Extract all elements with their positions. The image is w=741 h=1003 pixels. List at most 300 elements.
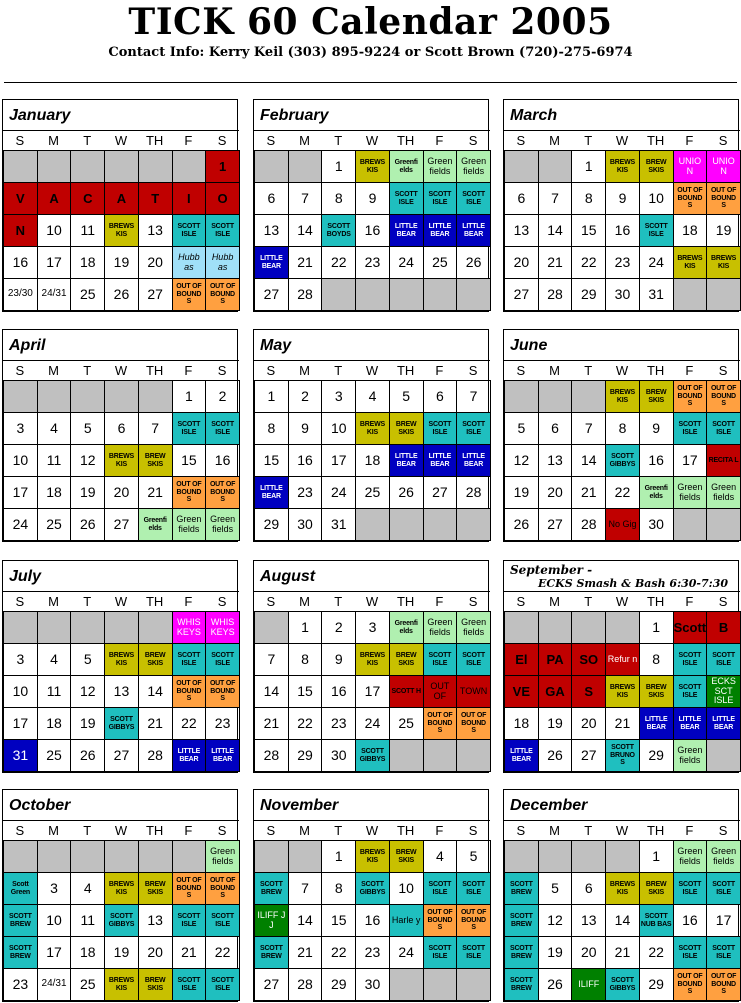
event-cell: SCOTT BREW — [254, 872, 289, 905]
weekday-label: W — [104, 130, 138, 151]
event-cell: ECKS SCT ISLE — [706, 675, 741, 708]
event-cell: LITTLE BEAR — [504, 739, 539, 772]
day-cell: 10 — [321, 412, 356, 445]
month-title — [3, 100, 237, 130]
week-row — [504, 739, 738, 771]
day-cell: 13 — [104, 675, 139, 708]
day-cell: 5 — [389, 380, 424, 413]
day-cell: 13 — [504, 214, 539, 247]
weekday-label: W — [605, 591, 639, 612]
week-row — [3, 246, 237, 278]
week-row — [3, 643, 237, 675]
empty-cell — [172, 840, 207, 873]
day-cell: 7 — [571, 412, 606, 445]
empty-cell — [104, 150, 139, 183]
day-cell: 27 — [104, 739, 139, 772]
event-cell: BREW SKIS — [389, 643, 424, 676]
event-cell: V — [3, 182, 38, 215]
weekday-label: TH — [138, 591, 172, 612]
day-cell: 28 — [254, 739, 289, 772]
empty-cell — [254, 840, 289, 873]
day-cell: 4 — [37, 643, 72, 676]
event-cell: SCOTT ISLE — [205, 643, 240, 676]
day-cell: 22 — [205, 936, 240, 969]
month-july — [2, 560, 238, 773]
weekday-label: M — [288, 360, 322, 381]
event-cell: SCOTT ISLE — [673, 412, 708, 445]
day-cell: 26 — [104, 278, 139, 311]
day-cell: 17 — [706, 904, 741, 937]
week-row — [254, 278, 488, 310]
weekday-label: T — [571, 820, 605, 841]
day-cell: 26 — [538, 968, 573, 1001]
weekday-label: TH — [639, 360, 673, 381]
event-cell: SCOTT ISLE — [456, 182, 491, 215]
weekday-label: M — [37, 360, 71, 381]
day-cell: 14 — [288, 214, 323, 247]
weekday-label: M — [288, 130, 322, 151]
month-title — [504, 100, 738, 130]
event-cell: Green fields — [706, 840, 741, 873]
event-cell: BREWS KIS — [104, 214, 139, 247]
week-row — [504, 675, 738, 707]
month-title — [504, 330, 738, 360]
day-cell: 7 — [456, 380, 491, 413]
event-cell: SCOTT ISLE — [423, 182, 458, 215]
weekday-label: F — [673, 130, 707, 151]
event-cell: OUT OF BOUND S — [673, 968, 708, 1001]
day-cell: 21 — [288, 246, 323, 279]
empty-cell — [104, 840, 139, 873]
weekday-label: T — [571, 130, 605, 151]
day-cell: 25 — [355, 476, 390, 509]
weekday-header — [504, 591, 738, 611]
event-cell: Green fields — [205, 508, 240, 541]
day-cell: 24 — [355, 707, 390, 740]
empty-cell — [571, 840, 606, 873]
day-cell: 1 — [639, 840, 674, 873]
day-cell: 20 — [104, 476, 139, 509]
weekday-label: TH — [639, 130, 673, 151]
weekday-label: W — [605, 130, 639, 151]
event-cell: A — [37, 182, 72, 215]
weekday-label: F — [423, 591, 457, 612]
weekday-label: T — [70, 360, 104, 381]
day-cell: 30 — [639, 508, 674, 541]
week-row — [504, 412, 738, 444]
day-cell: 27 — [571, 739, 606, 772]
empty-cell — [456, 508, 491, 541]
weekday-header — [3, 360, 237, 380]
event-cell: Green fields — [423, 150, 458, 183]
week-row — [3, 508, 237, 540]
weekday-label: M — [288, 820, 322, 841]
day-cell: 10 — [3, 675, 38, 708]
event-cell: SCOTT BREW — [3, 936, 38, 969]
empty-cell — [355, 508, 390, 541]
day-cell: 13 — [138, 214, 173, 247]
event-cell: SCOTT ISLE — [205, 968, 240, 1001]
event-cell: SCOTT ISLE — [172, 904, 207, 937]
week-row — [504, 936, 738, 968]
day-cell: 16 — [639, 444, 674, 477]
event-cell: BREWS KIS — [104, 872, 139, 905]
event-cell: LITTLE BEAR — [456, 444, 491, 477]
day-cell: 23 — [355, 936, 390, 969]
event-cell: SCOTT ISLE — [172, 412, 207, 445]
event-cell: Green fields — [706, 476, 741, 509]
event-cell: OUT OF BOUND S — [456, 904, 491, 937]
empty-cell — [3, 611, 38, 644]
weekday-label: S — [205, 820, 239, 841]
event-cell: SCOTT BRUNO S — [605, 739, 640, 772]
week-row — [504, 508, 738, 540]
month-name: May — [260, 337, 292, 354]
empty-cell — [138, 380, 173, 413]
week-row — [254, 412, 488, 444]
event-cell: B — [706, 611, 741, 644]
day-cell: 23 — [605, 246, 640, 279]
week-row — [504, 246, 738, 278]
weekday-header — [254, 820, 488, 840]
week-row — [3, 150, 237, 182]
empty-cell — [456, 278, 491, 311]
event-cell: Green fields — [456, 611, 491, 644]
day-cell: 27 — [538, 508, 573, 541]
empty-cell — [706, 278, 741, 311]
empty-cell — [389, 739, 424, 772]
event-cell: BREW SKIS — [639, 150, 674, 183]
day-cell: 19 — [104, 936, 139, 969]
weekday-label: S — [3, 591, 37, 612]
week-row — [3, 214, 237, 246]
day-cell: 22 — [639, 936, 674, 969]
event-cell: OUT OF BOUND S — [423, 707, 458, 740]
empty-cell — [288, 150, 323, 183]
day-cell: 10 — [639, 182, 674, 215]
event-cell: SCOTT GIBBYS — [605, 444, 640, 477]
day-cell: 6 — [104, 412, 139, 445]
event-cell: I — [172, 182, 207, 215]
day-cell: 8 — [571, 182, 606, 215]
day-cell: 13 — [138, 904, 173, 937]
weekday-label: M — [37, 820, 71, 841]
day-cell: 17 — [355, 675, 390, 708]
week-row — [3, 872, 237, 904]
empty-cell — [504, 611, 539, 644]
weekday-label: S — [706, 130, 740, 151]
event-cell: Green fields — [423, 611, 458, 644]
day-cell: 14 — [571, 444, 606, 477]
day-cell: 18 — [70, 246, 105, 279]
event-cell: SCOTT ISLE — [205, 904, 240, 937]
event-cell: O — [205, 182, 240, 215]
day-cell: 23 — [288, 476, 323, 509]
day-cell: 1 — [571, 150, 606, 183]
empty-cell — [504, 840, 539, 873]
week-row — [504, 476, 738, 508]
day-cell: 2 — [288, 380, 323, 413]
event-cell: BREWS KIS — [104, 968, 139, 1001]
day-cell: 17 — [37, 246, 72, 279]
day-cell: 17 — [673, 444, 708, 477]
day-cell: 6 — [504, 182, 539, 215]
month-february — [253, 99, 489, 312]
event-cell: SCOTT ISLE — [172, 643, 207, 676]
day-cell: 15 — [254, 444, 289, 477]
month-april — [2, 329, 238, 542]
event-cell: BREW SKIS — [138, 444, 173, 477]
weekday-label: S — [706, 360, 740, 381]
day-cell: 28 — [456, 476, 491, 509]
empty-cell — [538, 611, 573, 644]
weekday-label: TH — [389, 591, 423, 612]
weekday-label: TH — [389, 360, 423, 381]
day-cell: 25 — [70, 278, 105, 311]
day-cell: 3 — [355, 611, 390, 644]
week-row — [254, 150, 488, 182]
event-cell: SCOTT GIBBYS — [104, 707, 139, 740]
event-cell: WHIS KEYS — [172, 611, 207, 644]
week-row — [504, 968, 738, 1000]
event-cell: BREWS KIS — [355, 643, 390, 676]
day-cell: 18 — [70, 936, 105, 969]
empty-cell — [673, 508, 708, 541]
day-cell: 26 — [70, 739, 105, 772]
day-cell: 8 — [321, 872, 356, 905]
empty-cell — [706, 508, 741, 541]
event-cell: BREWS KIS — [605, 380, 640, 413]
event-cell: OUT OF BOUND S — [205, 476, 240, 509]
day-cell: 8 — [321, 182, 356, 215]
day-cell: 6 — [538, 412, 573, 445]
day-cell: 11 — [37, 444, 72, 477]
day-cell: 26 — [70, 508, 105, 541]
event-cell: Green fields — [172, 508, 207, 541]
event-cell: ILIFF — [571, 968, 606, 1001]
empty-cell — [389, 508, 424, 541]
week-row — [504, 872, 738, 904]
weekday-label: F — [172, 360, 206, 381]
day-cell: 16 — [605, 214, 640, 247]
week-row — [3, 739, 237, 771]
week-row — [3, 444, 237, 476]
event-cell: T — [138, 182, 173, 215]
event-cell: Greenfi elds — [389, 150, 424, 183]
week-row — [254, 968, 488, 1000]
weekday-label: S — [706, 591, 740, 612]
empty-cell — [37, 380, 72, 413]
event-cell: ILIFF J J — [254, 904, 289, 937]
event-cell: GA — [538, 675, 573, 708]
month-subtitle: ECKS Smash & Bash 6:30-7:30 — [538, 577, 729, 590]
day-cell: 21 — [138, 476, 173, 509]
week-row — [3, 936, 237, 968]
day-cell: 28 — [538, 278, 573, 311]
empty-cell — [706, 739, 741, 772]
event-cell: Greenfi elds — [138, 508, 173, 541]
month-name: September - — [510, 563, 593, 577]
month-title — [254, 790, 488, 820]
event-cell: UNIO N — [673, 150, 708, 183]
event-cell: Green fields — [673, 739, 708, 772]
event-cell: El — [504, 643, 539, 676]
week-row — [504, 904, 738, 936]
weekday-label: S — [3, 820, 37, 841]
day-cell: 22 — [172, 707, 207, 740]
event-cell: BREWS KIS — [355, 150, 390, 183]
day-cell: 11 — [70, 214, 105, 247]
event-cell: VE — [504, 675, 539, 708]
day-cell: 23 — [205, 707, 240, 740]
day-cell: 25 — [37, 508, 72, 541]
day-cell: 5 — [70, 643, 105, 676]
empty-cell — [423, 739, 458, 772]
weekday-label: S — [504, 820, 538, 841]
day-cell: 4 — [423, 840, 458, 873]
month-august — [253, 560, 489, 773]
week-row — [254, 380, 488, 412]
day-cell: 30 — [288, 508, 323, 541]
week-row — [254, 904, 488, 936]
day-cell: 24 — [3, 508, 38, 541]
empty-cell — [605, 840, 640, 873]
day-cell: 15 — [571, 214, 606, 247]
event-cell: Harle y — [389, 904, 424, 937]
weekday-label: TH — [138, 130, 172, 151]
day-cell: 10 — [37, 904, 72, 937]
day-cell: 25 — [37, 739, 72, 772]
empty-cell — [172, 150, 207, 183]
weekday-label: W — [355, 591, 389, 612]
event-cell: N — [3, 214, 38, 247]
event-cell: OUT OF BOUND S — [172, 872, 207, 905]
day-cell: 21 — [538, 246, 573, 279]
day-cell: 12 — [70, 444, 105, 477]
day-cell: 4 — [355, 380, 390, 413]
day-cell: 16 — [673, 904, 708, 937]
event-cell: LITTLE BEAR — [254, 246, 289, 279]
month-title — [3, 330, 237, 360]
day-cell: 3 — [37, 872, 72, 905]
day-cell: 31 — [321, 508, 356, 541]
event-cell: LITTLE BEAR — [706, 707, 741, 740]
event-cell: BREW SKIS — [389, 840, 424, 873]
day-cell: 22 — [321, 936, 356, 969]
empty-cell — [538, 150, 573, 183]
day-cell: 21 — [605, 707, 640, 740]
day-cell: 30 — [321, 739, 356, 772]
day-cell: 7 — [288, 872, 323, 905]
month-may — [253, 329, 489, 542]
weekday-label: F — [172, 130, 206, 151]
event-cell: SCOTT BOYDS — [321, 214, 356, 247]
empty-cell — [104, 611, 139, 644]
day-cell: 16 — [3, 246, 38, 279]
month-title — [3, 561, 237, 591]
day-cell: 15 — [321, 904, 356, 937]
day-cell: 1 — [254, 380, 289, 413]
empty-cell — [288, 840, 323, 873]
day-cell: 14 — [138, 675, 173, 708]
event-cell: BREW SKIS — [389, 412, 424, 445]
event-cell: RECITA L — [706, 444, 741, 477]
day-cell: 14 — [254, 675, 289, 708]
event-cell: SCOTT ISLE — [456, 936, 491, 969]
day-cell: 31 — [639, 278, 674, 311]
week-row — [504, 840, 738, 872]
weekday-label: T — [321, 591, 355, 612]
week-row — [3, 707, 237, 739]
day-cell: 11 — [37, 675, 72, 708]
event-cell: WHIS KEYS — [205, 611, 240, 644]
month-title — [3, 790, 237, 820]
month-title — [504, 561, 738, 591]
day-cell: 19 — [70, 707, 105, 740]
event-cell: SCOTT ISLE — [639, 214, 674, 247]
month-october — [2, 789, 238, 1002]
page-title: TICK 60 Calendar 2005 — [128, 1, 613, 43]
event-cell: SCOTT ISLE — [172, 968, 207, 1001]
week-row — [504, 150, 738, 182]
day-cell: 18 — [37, 707, 72, 740]
month-name: June — [510, 337, 548, 354]
event-cell: OUT OF BOUND S — [706, 182, 741, 215]
week-row — [3, 968, 237, 1000]
day-cell: 21 — [605, 936, 640, 969]
event-cell: TOWN — [456, 675, 491, 708]
day-cell: 20 — [504, 246, 539, 279]
event-cell: Scott — [673, 611, 708, 644]
week-row — [3, 611, 237, 643]
day-cell: 1 — [321, 150, 356, 183]
day-cell: 20 — [138, 936, 173, 969]
empty-cell — [70, 611, 105, 644]
event-cell: LITTLE BEAR — [172, 739, 207, 772]
day-cell: 16 — [205, 444, 240, 477]
event-cell: SCOTT ISLE — [456, 872, 491, 905]
day-cell: 3 — [3, 412, 38, 445]
day-cell: 27 — [138, 278, 173, 311]
day-cell: 30 — [605, 278, 640, 311]
weekday-label: S — [205, 360, 239, 381]
event-cell: BREWS KIS — [104, 643, 139, 676]
week-row — [3, 380, 237, 412]
day-cell: 26 — [456, 246, 491, 279]
event-cell: OUT OF BOUND S — [423, 904, 458, 937]
event-cell: OUT OF BOUND S — [706, 380, 741, 413]
day-cell: 10 — [3, 444, 38, 477]
weekday-label: M — [538, 820, 572, 841]
weekday-header — [3, 130, 237, 150]
day-cell: 1 — [172, 380, 207, 413]
event-cell: SCOTT ISLE — [423, 872, 458, 905]
month-title — [254, 330, 488, 360]
empty-cell — [389, 968, 424, 1001]
weekday-header — [504, 130, 738, 150]
empty-cell — [538, 840, 573, 873]
week-row — [3, 412, 237, 444]
event-cell: Green fields — [673, 840, 708, 873]
weekday-label: T — [321, 360, 355, 381]
day-cell: 14 — [288, 904, 323, 937]
event-cell: SCOTT GIBBYS — [355, 872, 390, 905]
day-cell: 14 — [605, 904, 640, 937]
event-cell: SCOTT ISLE — [673, 872, 708, 905]
weekday-label: M — [37, 130, 71, 151]
weekday-label: W — [355, 820, 389, 841]
week-row — [504, 278, 738, 310]
